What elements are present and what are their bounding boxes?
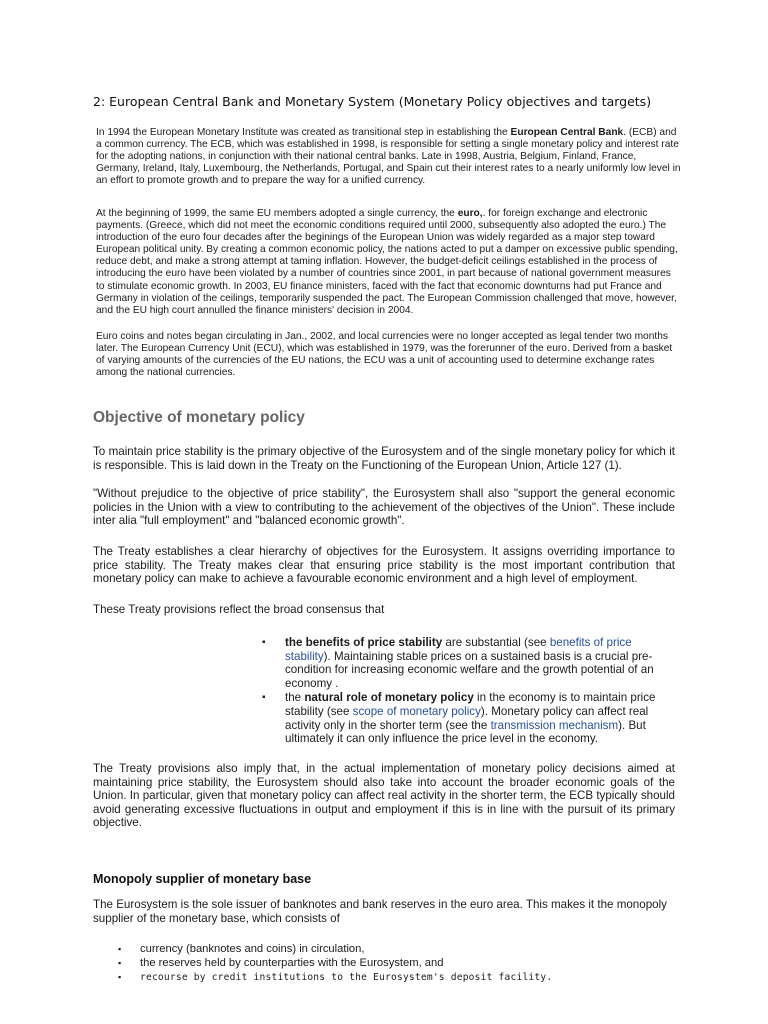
intro-p1-text-b: . (ECB) and a common currency. The ECB, which was established in 1998, is responsible for setting a single monetary policy and interest rate for the adopting nations, in conjunction with their national central banks. Late in 1998, Austria, Belgium, Finland, France, Germany, Ireland, Italy, Luxembourg, the Netherlands, Portugal, and Spain cut their interest rates to a nearly uniformly low level in an effort to promote growth and to prepare the way for a unified currency.: [96, 127, 681, 187]
list-item-text: the reserves held by counterparties with the Eurosystem, and: [140, 957, 444, 970]
benefits-of-price-stability-link[interactable]: benefits of price stability: [285, 636, 632, 663]
objective-paragraph-3: The Treaty establishes a clear hierarchy of objectives for the Eurosystem. It assigns overriding importance to price stability. The Treaty makes clear that ensuring price stability is the most important contribution that monetary policy can make to achieve a favourable economic environment and a high level of employment.: [93, 545, 675, 586]
list-item: [118, 956, 568, 970]
intro-p2-text-b: . for foreign exchange and electronic payments. (Greece, which did not meet the economic conditions required until 2000, subsequently also adopted the euro.) The introduction of the euro four decades after the beginings of the European Union was widely regarded as a major step toward European political unity. By creating a common economic policy, the nations acted to put a damper on excessive public spending, reduce debt, and make a strong attempt at taming inflation. However, the budget-deficit ceilings established in the process of introducing the euro have been violated by a number of countries since 2001, in part because of national government measures to stimulate economic growth. In 2003, EU finance ministers, faced with the fact that economic downturns had put France and Germany in violation of the ceilings, temporarily suspended the pact. The European Commission challenged that move, however, and the EU high court annulled the finance ministers' decision in 2004.: [96, 208, 678, 316]
list-item: [118, 942, 568, 956]
objective-paragraph-4: These Treaty provisions reflect the broad consensus that: [93, 603, 385, 616]
intro-paragraph-3: Euro coins and notes began circulating in Jan., 2002, and local currencies were no longer accepted as legal tender two months later. The European Currency Unit (ECU), which was established in 1979, was the forerunner of the euro. Derived from a basket of varying amounts of the currencies of the EU nations, the ECU was a unit of accounting used to determine exchange rates among the national currencies.: [96, 331, 673, 379]
intro-paragraph-2: [96, 208, 681, 317]
objective-paragraph-2: "Without prejudice to the objective of price stability", the Eurosystem shall also "support the general economic policies in the Union with a view to contributing to the achievement of the objectives of the Union". These include inter alia "full employment" and "balanced economic growth".: [93, 487, 675, 528]
monopoly-heading: Monopoly supplier of monetary base: [93, 872, 312, 886]
objective-paragraph-1: To maintain price stability is the primary objective of the Eurosystem and of the single monetary policy for which it is responsible. This is laid down in the Treaty on the Functioning of the European Union, Article 127 (1).: [93, 445, 675, 472]
b2-text-b: in the economy is to maintain price stability (see: [285, 691, 656, 718]
list-item-text: currency (banknotes and coins) in circulation,: [140, 943, 365, 955]
b2-text-a: the: [285, 691, 305, 705]
intro-p2-bold: euro,: [457, 208, 483, 219]
list-item: [262, 636, 662, 690]
list-item: [262, 691, 662, 745]
b2-text-d: ). But ultimately it can only influence the price level in the economy.: [285, 718, 646, 746]
scope-of-monetary-policy-link[interactable]: scope of monetary policy: [352, 704, 481, 718]
intro-p1-text-a: In 1994 the European Monetary Institute was created as transitional step in establishing the: [96, 127, 511, 138]
b1-bold: the benefits of price stability: [285, 636, 443, 649]
bullet-square-icon: ▪: [118, 972, 122, 983]
section-title: 2: European Central Bank and Monetary System (Monetary Policy objectives and targets): [93, 94, 652, 109]
list-item-text: recourse by credit institutions to the Eurosystem's deposit facility.: [140, 972, 553, 984]
list-item: [118, 970, 568, 985]
intro-p2-text-a: At the beginning of 1999, the same EU members adopted a single currency, the: [96, 208, 458, 219]
bullet-square-icon: ▪: [262, 637, 266, 648]
objective-heading: Objective of monetary policy: [93, 409, 305, 426]
objective-paragraph-5: The Treaty provisions also imply that, in the actual implementation of monetary policy decisions aimed at maintaining price stability, the Eurosystem should also take into account the broader economic goals of the Union. In particular, given that monetary policy can affect real activity in the shorter term, the ECB typically should avoid generating excessive fluctuations in output and employment if this is in line with the pursuit of its primary objective.: [93, 762, 675, 830]
transmission-mechanism-link[interactable]: transmission mechanism: [490, 718, 619, 732]
intro-p1-bold: European Central Bank: [510, 127, 624, 138]
b1-text-a: are substantial (see: [442, 636, 550, 649]
intro-paragraph-1: [96, 127, 681, 187]
monetary-base-list: [118, 942, 568, 986]
bullet-square-icon: ▪: [118, 958, 122, 969]
consensus-list: [262, 636, 662, 746]
bullet-square-icon: ▪: [262, 692, 266, 704]
monopoly-paragraph: The Eurosystem is the sole issuer of banknotes and bank reserves in the euro area. This makes it the monopoly supplier of the monetary base, which consists of: [93, 898, 667, 925]
b2-text-c: ). Monetary policy can affect real activity only in the shorter term (see the: [285, 704, 649, 732]
b2-bold: natural role of monetary policy: [304, 691, 474, 705]
b1-text-b: ). Maintaining stable prices on a sustained basis is a crucial pre-condition for increasing economic welfare and the growth potential of an economy .: [285, 649, 654, 690]
bullet-square-icon: ▪: [118, 944, 122, 954]
